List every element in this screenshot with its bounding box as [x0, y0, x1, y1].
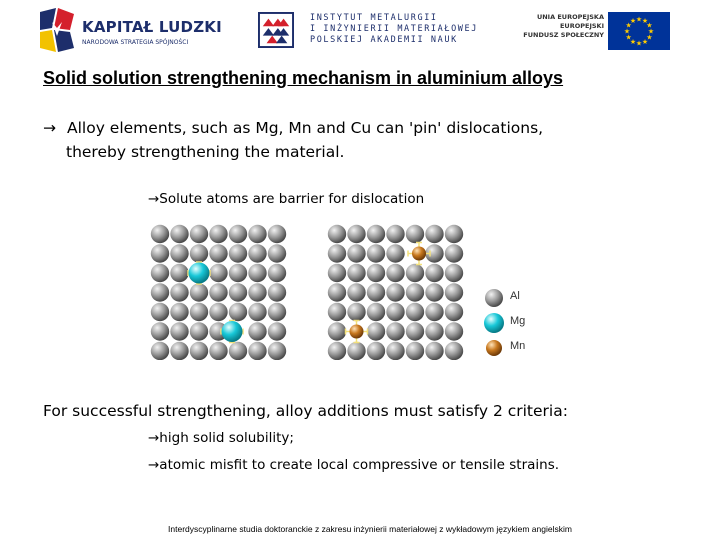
eu-star-icon: ★: [641, 17, 649, 26]
kapital-ludzki-mark-icon: [40, 8, 74, 52]
al-atom: [229, 283, 247, 301]
al-atom: [229, 244, 247, 262]
al-atom: [386, 244, 404, 262]
al-atom: [347, 283, 365, 301]
al-atom: [170, 264, 188, 282]
al-atom: [268, 303, 286, 321]
al-atom: [347, 303, 365, 321]
institute-name: [310, 13, 478, 46]
eu-star-icon: ★: [625, 33, 632, 42]
al-atom: [268, 342, 286, 360]
al-atom: [367, 244, 385, 262]
al-atom: [386, 342, 404, 360]
al-atom: [445, 283, 463, 301]
criteria-heading: For successful strengthening, alloy additions must satisfy 2 criteria:: [43, 402, 568, 420]
al-atom: [386, 303, 404, 321]
eu-logo: [516, 11, 656, 51]
al-atom: [248, 342, 266, 360]
al-atom: [445, 225, 463, 243]
al-atom: [190, 303, 208, 321]
al-atom: [386, 322, 404, 340]
al-atom: [248, 244, 266, 262]
al-atom-icon: [482, 286, 506, 310]
al-atom: [406, 322, 424, 340]
al-atom: [229, 342, 247, 360]
al-atom: [248, 225, 266, 243]
al-atom: [425, 264, 443, 282]
al-atom: [406, 342, 424, 360]
al-atom: [268, 225, 286, 243]
eu-line2: EUROPEJSKI: [559, 22, 604, 30]
eu-star-icon: ★: [641, 37, 649, 46]
al-atom: [229, 264, 247, 282]
legend-label-mg: Mg: [510, 315, 526, 327]
al-atom: [445, 264, 463, 282]
legend-label-mn: Mn: [510, 340, 526, 352]
al-atom: [151, 342, 169, 360]
al-atom: [347, 342, 365, 360]
al-atom: [367, 264, 385, 282]
kapital-ludzki-subtitle: NARODOWA STRATEGIA SPÓJNOŚCI: [82, 39, 189, 46]
al-atom: [367, 303, 385, 321]
eu-star-icon: ★: [635, 15, 643, 24]
bullet-arrow: →: [43, 119, 56, 137]
al-atom: [328, 342, 346, 360]
al-atom: [209, 264, 227, 282]
al-atom: [268, 244, 286, 262]
al-atom: [151, 322, 169, 340]
al-atom: [445, 303, 463, 321]
al-atom: [406, 225, 424, 243]
kapital-ludzki-title: KAPITAŁ LUDZKI: [82, 18, 222, 36]
al-atom: [328, 244, 346, 262]
institute-line3: POLSKIEJ AKADEMII NAUK: [310, 35, 458, 45]
al-atom: [406, 303, 424, 321]
al-atom: [367, 225, 385, 243]
al-atom: [170, 283, 188, 301]
legend-item-al: [482, 286, 542, 311]
mn-solute-atom: [412, 247, 426, 261]
al-atom: [190, 244, 208, 262]
lattice-diagram-left: [150, 224, 302, 360]
al-atom: [170, 322, 188, 340]
al-atom: [268, 264, 286, 282]
eu-star-icon: ★: [646, 33, 653, 42]
al-atom: [347, 225, 365, 243]
mg-solute-atom: [222, 321, 243, 342]
eu-star-icon: ★: [646, 21, 653, 30]
eu-star-icon: ★: [629, 17, 637, 26]
al-atom: [445, 322, 463, 340]
eu-star-icon: ★: [629, 37, 637, 46]
al-atom: [190, 225, 208, 243]
al-atom: [151, 283, 169, 301]
footer-text: Interdyscyplinarne studia doktoranckie z zakresu inżynierii materiałowej z wykładowym językiem angielskim: [168, 524, 572, 534]
mn-solute-atom: [350, 325, 364, 339]
bullet-line2: thereby strengthening the material.: [66, 143, 345, 161]
al-atom: [151, 244, 169, 262]
institute-line2: I INŻYNIERII MATERIAŁOWEJ: [310, 24, 478, 34]
al-atom: [445, 342, 463, 360]
main-bullet: [43, 116, 683, 164]
al-atom: [151, 264, 169, 282]
al-atom: [170, 303, 188, 321]
al-atom: [425, 283, 443, 301]
al-atom: [425, 322, 443, 340]
al-atom: [328, 283, 346, 301]
eu-star-icon: ★: [647, 27, 655, 36]
al-atom: [170, 342, 188, 360]
al-atom: [248, 303, 266, 321]
al-atom: [248, 322, 266, 340]
al-atom: [248, 264, 266, 282]
eu-star-icon: ★: [623, 27, 631, 36]
al-atom: [190, 342, 208, 360]
al-atom: [347, 264, 365, 282]
kapital-ludzki-logo: [40, 8, 222, 56]
eu-star-icon: ★: [635, 39, 643, 48]
al-atom: [425, 303, 443, 321]
al-atom: [328, 225, 346, 243]
al-atom: [445, 244, 463, 262]
al-atom: [209, 342, 227, 360]
bullet-line1: Alloy elements, such as Mg, Mn and Cu can 'pin' dislocations,: [67, 119, 544, 137]
al-atom: [328, 264, 346, 282]
eu-star-icon: ★: [625, 21, 632, 30]
al-atom: [190, 322, 208, 340]
legend-item-mg: [482, 311, 542, 336]
al-atom: [367, 283, 385, 301]
institute-logo: [258, 12, 478, 52]
al-atom: [151, 303, 169, 321]
al-atom: [248, 283, 266, 301]
criterion-2: →atomic misfit to create local compressive or tensile strains.: [148, 457, 560, 473]
al-atom: [386, 264, 404, 282]
legend-label-al: Al: [510, 290, 520, 302]
lattice-diagram-right: [327, 224, 467, 360]
al-atom: [328, 303, 346, 321]
al-atom: [268, 283, 286, 301]
eu-line3: FUNDUSZ SPOŁECZNY: [523, 31, 604, 39]
slide-title: Solid solution strengthening mechanism in aluminium alloys: [43, 68, 564, 88]
eu-text: [518, 13, 604, 40]
al-atom: [229, 225, 247, 243]
al-atom: [229, 303, 247, 321]
al-atom: [170, 225, 188, 243]
eu-line1: UNIA EUROPEJSKA: [536, 13, 604, 21]
mg-solute-atom: [189, 263, 210, 284]
al-atom: [328, 322, 346, 340]
eu-flag-icon: [608, 12, 670, 50]
al-atom: [386, 225, 404, 243]
al-atom: [367, 322, 385, 340]
institute-line1: INSTYTUT METALURGII: [310, 13, 438, 23]
atom-legend: [482, 286, 542, 361]
institute-mark-icon: [258, 12, 294, 48]
al-atom: [406, 283, 424, 301]
criterion-1: →high solid solubility;: [148, 430, 294, 446]
al-atom: [406, 264, 424, 282]
al-atom: [170, 244, 188, 262]
al-atom: [367, 342, 385, 360]
al-atom: [347, 244, 365, 262]
mn-atom-icon: [482, 336, 506, 360]
sub-bullet: →Solute atoms are barrier for dislocation: [148, 191, 425, 207]
al-atom: [209, 283, 227, 301]
al-atom: [209, 225, 227, 243]
al-atom: [425, 225, 443, 243]
al-atom: [190, 283, 208, 301]
al-atom: [209, 244, 227, 262]
al-atom: [151, 225, 169, 243]
al-atom: [386, 283, 404, 301]
al-atom: [209, 303, 227, 321]
al-atom: [268, 322, 286, 340]
mg-atom-icon: [482, 311, 506, 335]
al-atom: [425, 342, 443, 360]
legend-item-mn: [482, 336, 542, 361]
